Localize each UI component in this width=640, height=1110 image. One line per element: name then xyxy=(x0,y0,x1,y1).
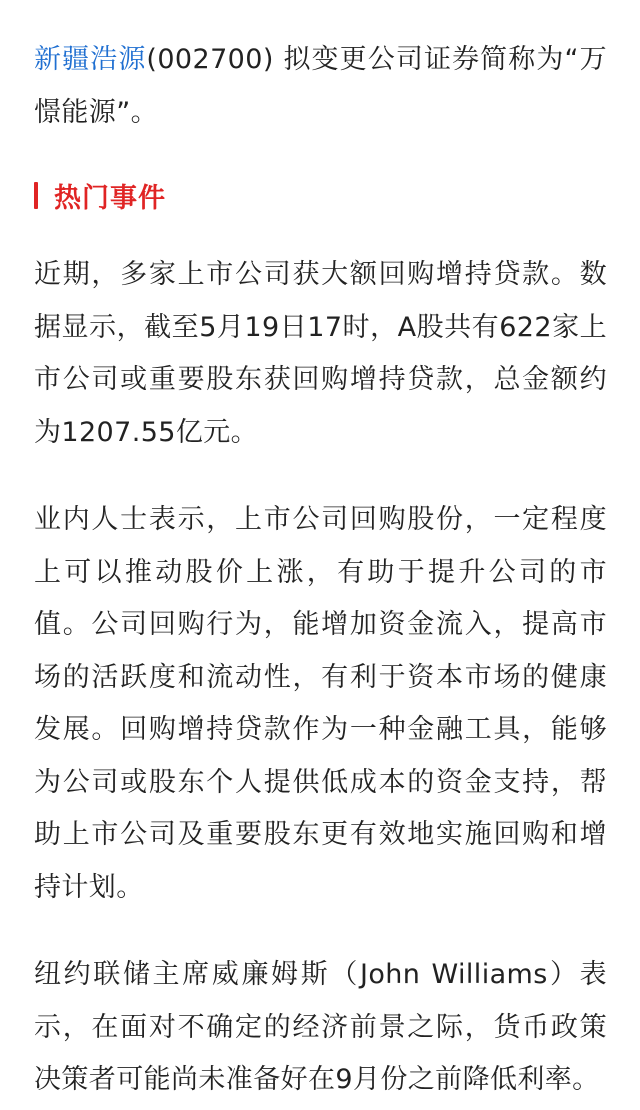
intro-text: (002700) 拟变更公司证券简称为“万憬能源”。 xyxy=(34,44,607,128)
paragraph-repurchase-loans: 近期，多家上市公司获大额回购增持贷款。数据显示，截至5月19日17时，A股共有622家上市公司或重要股东获回购增持贷款，总金额约为1207.55亿元。 xyxy=(34,259,607,448)
section-accent-bar xyxy=(34,182,38,209)
paragraph-gap xyxy=(34,459,607,494)
section-title: 热门事件 xyxy=(54,182,166,214)
paragraph-industry-view: 业内人士表示，上市公司回购股份，一定程度上可以推动股价上涨，有助于提升公司的市值。公司回购行为，能增加资金流入，提高市场的活跃度和流动性，有利于资本市场的健康发展。回购增持贷款作为一种金融工具，能够为公司或股东个人提供低成本的资金支持，帮助上市公司及重要股东更有效地实施回购和增持计划。 xyxy=(34,504,607,903)
paragraph-fed-remarks: 纽约联储主席威廉姆斯（John Williams）表示，在面对不确定的经济前景之际，货币政策决策者可能尚未准备好在9月份之前降低利率。 xyxy=(34,959,607,1095)
company-link[interactable]: 新疆浩源 xyxy=(34,44,147,75)
paragraph-gap xyxy=(34,914,607,949)
section-header xyxy=(34,175,607,215)
intro-paragraph xyxy=(34,34,607,139)
